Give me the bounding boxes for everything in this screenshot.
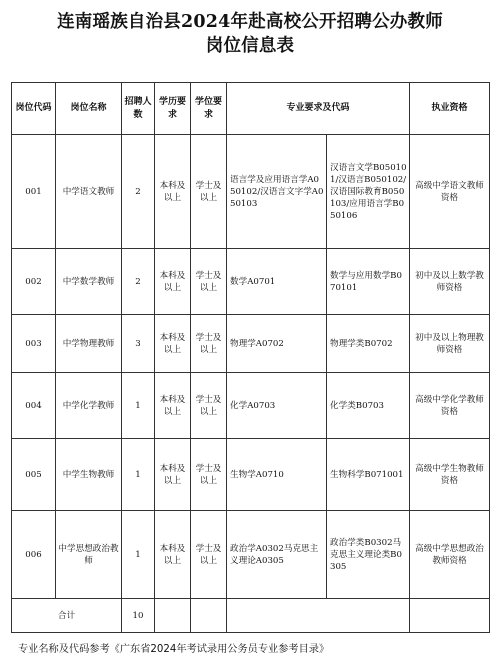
cell-degree: 学士及以上 bbox=[191, 511, 227, 599]
cell-degree: 学士及以上 bbox=[191, 249, 227, 315]
cell-code: 003 bbox=[12, 315, 56, 373]
cell-education: 本科及以上 bbox=[155, 439, 191, 511]
header-education: 学历要求 bbox=[155, 83, 191, 135]
cell-major-undergraduate: 汉语言文学B050101/汉语言B050102/汉语国际教育B050103/应用语言学B050106 bbox=[327, 135, 410, 249]
cell-major-undergraduate: 数学与应用数学B070101 bbox=[327, 249, 410, 315]
cell-count: 1 bbox=[122, 373, 155, 439]
cell-name: 中学化学教师 bbox=[56, 373, 122, 439]
cell-degree: 学士及以上 bbox=[191, 315, 227, 373]
total-empty bbox=[191, 599, 227, 633]
table-row bbox=[12, 373, 490, 439]
cell-degree: 学士及以上 bbox=[191, 135, 227, 249]
cell-name: 中学思想政治教师 bbox=[56, 511, 122, 599]
header-qualification: 执业资格 bbox=[410, 83, 490, 135]
cell-code: 004 bbox=[12, 373, 56, 439]
cell-name: 中学生物教师 bbox=[56, 439, 122, 511]
cell-education: 本科及以上 bbox=[155, 373, 191, 439]
cell-count: 2 bbox=[122, 135, 155, 249]
header-count: 招聘人数 bbox=[122, 83, 155, 135]
header-degree: 学位要求 bbox=[191, 83, 227, 135]
footnote: 专业名称及代码参考《广东省2024年考试录用公务员专业参考目录》 bbox=[18, 644, 330, 655]
cell-major-postgraduate: 政治学A0302马克思主义理论A0305 bbox=[227, 511, 327, 599]
cell-education: 本科及以上 bbox=[155, 249, 191, 315]
table-row bbox=[12, 315, 490, 373]
cell-education: 本科及以上 bbox=[155, 511, 191, 599]
cell-qualification: 高级中学思想政治教师资格 bbox=[410, 511, 490, 599]
table-header-row bbox=[12, 83, 490, 135]
cell-name: 中学物理教师 bbox=[56, 315, 122, 373]
table-total-row bbox=[12, 599, 490, 633]
cell-code: 006 bbox=[12, 511, 56, 599]
cell-education: 本科及以上 bbox=[155, 135, 191, 249]
table-row bbox=[12, 249, 490, 315]
positions-table bbox=[11, 82, 490, 633]
header-name: 岗位名称 bbox=[56, 83, 122, 135]
document-title-line1: 连南瑶族自治县2024年赴高校公开招聘公办教师 bbox=[57, 12, 443, 32]
cell-code: 005 bbox=[12, 439, 56, 511]
cell-qualification: 高级中学生物教师资格 bbox=[410, 439, 490, 511]
document-title-line2: 岗位信息表 bbox=[205, 36, 295, 56]
cell-count: 3 bbox=[122, 315, 155, 373]
header-major: 专业要求及代码 bbox=[227, 83, 410, 135]
table-row bbox=[12, 511, 490, 599]
cell-degree: 学士及以上 bbox=[191, 373, 227, 439]
cell-count: 1 bbox=[122, 511, 155, 599]
cell-code: 001 bbox=[12, 135, 56, 249]
cell-major-postgraduate: 生物学A0710 bbox=[227, 439, 327, 511]
cell-count: 1 bbox=[122, 439, 155, 511]
cell-count: 2 bbox=[122, 249, 155, 315]
cell-major-undergraduate: 生物科学B071001 bbox=[327, 439, 410, 511]
cell-major-undergraduate: 物理学类B0702 bbox=[327, 315, 410, 373]
cell-major-undergraduate: 政治学类B0302马克思主义理论类B0305 bbox=[327, 511, 410, 599]
cell-major-undergraduate: 化学类B0703 bbox=[327, 373, 410, 439]
table-row bbox=[12, 135, 490, 249]
cell-major-postgraduate: 物理学A0702 bbox=[227, 315, 327, 373]
cell-qualification: 初中及以上物理教师资格 bbox=[410, 315, 490, 373]
cell-education: 本科及以上 bbox=[155, 315, 191, 373]
total-empty bbox=[155, 599, 191, 633]
total-label: 合计 bbox=[12, 599, 122, 633]
cell-name: 中学数学教师 bbox=[56, 249, 122, 315]
total-count: 10 bbox=[122, 599, 155, 633]
total-empty bbox=[227, 599, 410, 633]
total-empty bbox=[410, 599, 490, 633]
cell-name: 中学语文教师 bbox=[56, 135, 122, 249]
cell-degree: 学士及以上 bbox=[191, 439, 227, 511]
cell-qualification: 高级中学语文教师资格 bbox=[410, 135, 490, 249]
cell-major-postgraduate: 数学A0701 bbox=[227, 249, 327, 315]
cell-major-postgraduate: 化学A0703 bbox=[227, 373, 327, 439]
cell-code: 002 bbox=[12, 249, 56, 315]
table-row bbox=[12, 439, 490, 511]
cell-qualification: 初中及以上数学教师资格 bbox=[410, 249, 490, 315]
cell-qualification: 高级中学化学教师资格 bbox=[410, 373, 490, 439]
header-code: 岗位代码 bbox=[12, 83, 56, 135]
cell-major-postgraduate: 语言学及应用语言学A050102/汉语言文字学A050103 bbox=[227, 135, 327, 249]
